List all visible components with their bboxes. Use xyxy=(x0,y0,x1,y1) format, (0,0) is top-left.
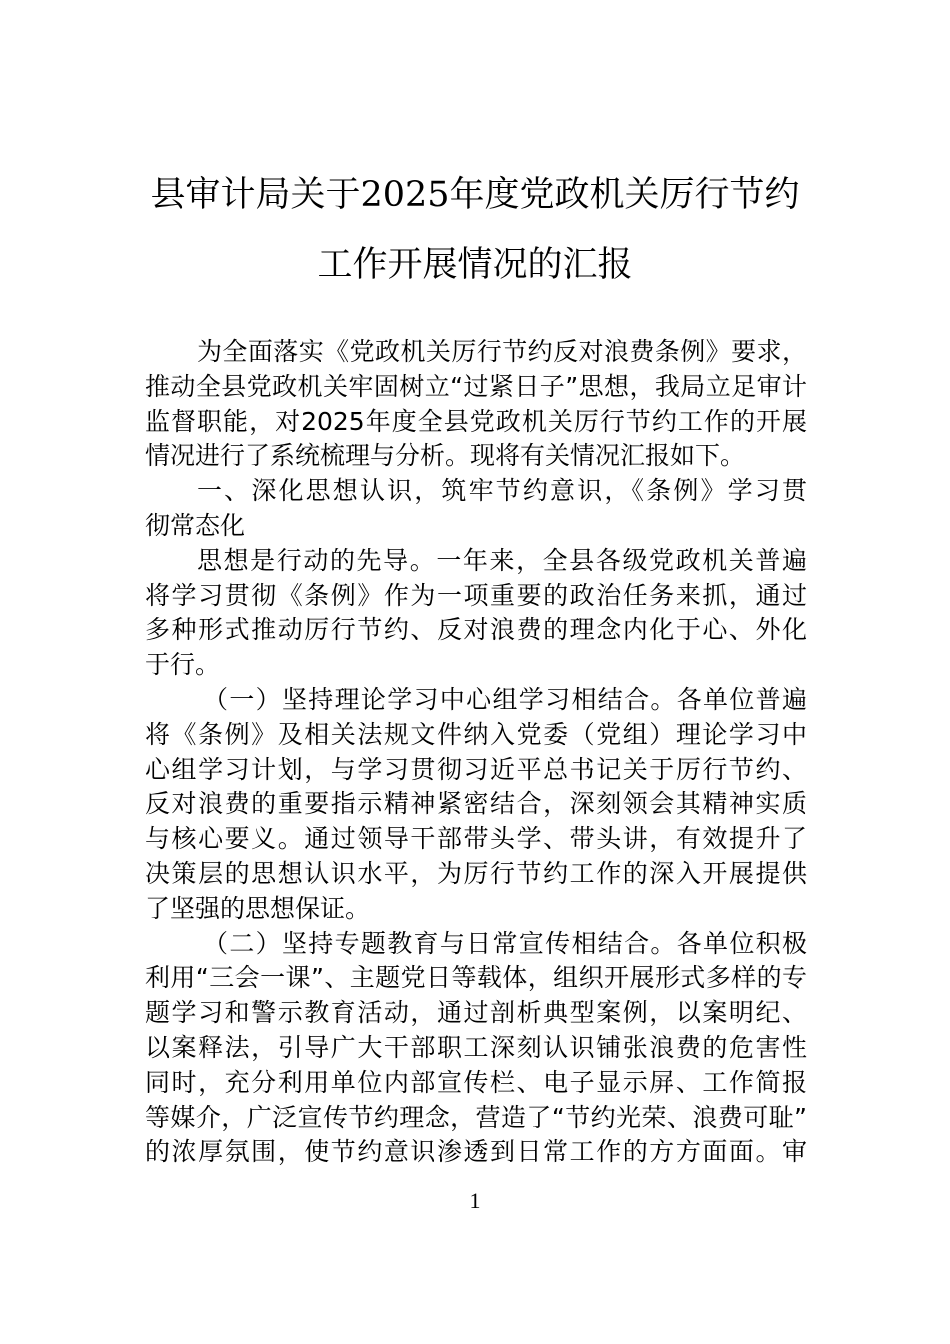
text-line: 等媒介，广泛宣传节约理念，营造了“节约光荣、浪费可耻” xyxy=(145,1102,807,1132)
text-line: 情况进行了系统梳理与分析。现将有关情况汇报如下。 xyxy=(145,441,746,471)
text-line: 思想是行动的先导。一年来，全县各级党政机关普遍 xyxy=(197,545,807,575)
text-line: 推动全县党政机关牢固树立“过紧日子”思想，我局立足审计 xyxy=(145,371,807,401)
text-line: 彻常态化 xyxy=(145,510,246,540)
text-line: 反对浪费的重要指示精神紧密结合，深刻领会其精神实质 xyxy=(145,789,807,819)
text-line: 与核心要义。通过领导干部带头学、带头讲，有效提升了 xyxy=(145,824,807,854)
text-line: 于行。 xyxy=(145,650,221,680)
document-body xyxy=(145,335,807,1170)
document-title-line-2: 工作开展情况的汇报 xyxy=(317,245,633,285)
page-number: 1 xyxy=(469,1188,481,1213)
text-line: 同时，充分利用单位内部宣传栏、电子显示屏、工作简报 xyxy=(145,1067,807,1097)
text-line: 监督职能，对2025年度全县党政机关厉行节约工作的开展 xyxy=(145,406,807,436)
text-line: 一、深化思想认识，筑牢节约意识，《条例》学习贯 xyxy=(197,476,807,506)
text-line: 决策层的思想认识水平，为厉行节约工作的深入开展提供 xyxy=(145,858,807,888)
text-line: 多种形式推动厉行节约、反对浪费的理念内化于心、外化 xyxy=(145,615,807,645)
text-line: 心组学习计划，与学习贯彻习近平总书记关于厉行节约、 xyxy=(145,754,807,784)
text-line: 将《条例》及相关法规文件纳入党委（党组）理论学习中 xyxy=(145,719,807,749)
text-line: 以案释法，引导广大干部职工深刻认识铺张浪费的危害性 xyxy=(145,1032,807,1062)
text-line: 题学习和警示教育活动，通过剖析典型案例，以案明纪、 xyxy=(145,998,807,1028)
text-line: 为全面落实《党政机关厉行节约反对浪费条例》要求， xyxy=(197,337,807,366)
text-line: 了坚强的思想保证。 xyxy=(145,893,371,923)
text-line: 的浓厚氛围，使节约意识渗透到日常工作的方方面面。审 xyxy=(145,1137,807,1167)
text-line: 利用“三会一课”、主题党日等载体，组织开展形式多样的专 xyxy=(145,963,807,993)
document-title-line-1: 县审计局关于2025年度党政机关厉行节约 xyxy=(150,175,800,215)
text-line: 将学习贯彻《条例》作为一项重要的政治任务来抓，通过 xyxy=(145,580,807,610)
text-line: （二）坚持专题教育与日常宣传相结合。各单位积极 xyxy=(203,928,807,958)
text-line: （一）坚持理论学习中心组学习相结合。各单位普遍 xyxy=(203,684,807,714)
